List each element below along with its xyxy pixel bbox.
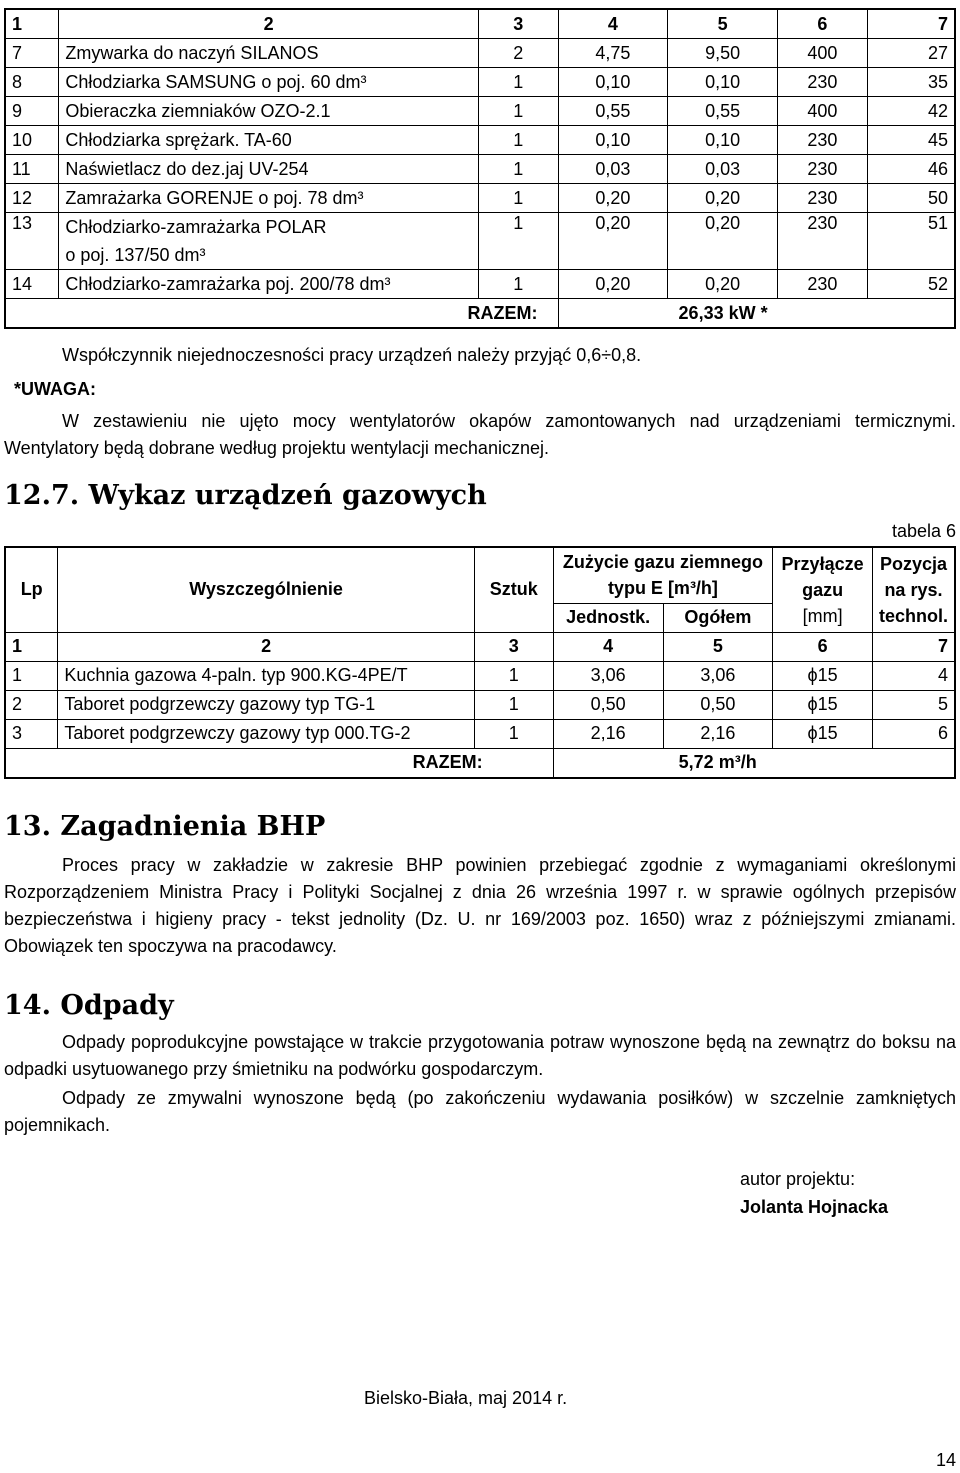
qty-cell: 1 [478, 97, 558, 126]
table-row [5, 213, 955, 270]
unit-power-cell: 0,03 [558, 155, 668, 184]
number-cell: 7 [872, 632, 955, 661]
header-connection [773, 547, 873, 632]
header-usage [553, 547, 773, 603]
connection-cell: ϕ15 [773, 690, 873, 719]
number-cell: 1 [5, 632, 58, 661]
header-conn-line3: [mm] [802, 605, 843, 626]
table-row [5, 126, 955, 155]
total-power-cell: 0,20 [668, 184, 778, 213]
qty-cell: 2 [478, 39, 558, 68]
total-power-cell: 9,50 [668, 39, 778, 68]
voltage-cell: 230 [777, 213, 867, 270]
name-cell: Taboret podgrzewczy gazowy typ 000.TG-2 [58, 719, 474, 748]
header-cell: 4 [558, 9, 668, 39]
position-cell: 45 [867, 126, 955, 155]
warning-label: *UWAGA: [14, 379, 96, 399]
header-pos-line1: Pozycja [879, 553, 947, 574]
name-cell: Chłodziarka SAMSUNG o poj. 60 dm³ [59, 68, 479, 97]
name-cell: Naświetlacz do dez.jaj UV-254 [59, 155, 479, 184]
voltage-cell: 230 [777, 184, 867, 213]
total-power-cell: 0,20 [668, 270, 778, 299]
voltage-cell: 400 [777, 97, 867, 126]
table-header-row [5, 547, 955, 603]
name-cell: Chłodziarka sprężark. TA-60 [59, 126, 479, 155]
section-heading-gas: 12.7. Wykaz urządzeń gazowych [4, 480, 487, 511]
lp-cell: 8 [5, 68, 59, 97]
table-row [5, 719, 955, 748]
position-cell: 42 [867, 97, 955, 126]
name-line-1: Chłodziarko-zamrażarka POLAR [65, 217, 327, 237]
total-label: RAZEM: [5, 299, 558, 329]
qty-cell: 1 [478, 184, 558, 213]
unit-power-cell: 4,75 [558, 39, 668, 68]
voltage-cell: 400 [777, 39, 867, 68]
table-label: tabela 6 [891, 521, 956, 541]
coefficient-note: Współczynnik niejednoczesności pracy urządzeń należy przyjąć 0,6÷0,8. [62, 345, 642, 365]
number-cell: 6 [773, 632, 873, 661]
table-row [5, 39, 955, 68]
waste-text-2: Odpady ze zmywalni wynoszone będą (po zakończeniu wydawania posiłków) w szczelnie zamkniętych pojemnikach. [4, 1088, 956, 1135]
table-row [5, 270, 955, 299]
header-unit: Jednostk. [553, 603, 663, 632]
header-conn-line1: Przyłącze [781, 553, 864, 574]
total-usage-cell: 2,16 [663, 719, 773, 748]
bhp-text: Proces pracy w zakładzie w zakresie BHP powinien przebiegać zgodnie z wymaganiami określonymi Rozporządzeniem Ministra Pracy i Polityki Socjalnej z dnia 26 września 1997 r. w sprawie ogólnych przepisów bezpieczeństwa i higieny pracy - tekst jednolity (Dz. U. nr 169/2003 poz. 1650) wraz z późniejszymi zmianami. Obowiązek ten spoczywa na pracodawcy. [4, 855, 956, 956]
connection-cell: ϕ15 [773, 719, 873, 748]
name-cell: Zamrażarka GORENJE o poj. 78 dm³ [59, 184, 479, 213]
total-power-cell: 0,20 [668, 213, 778, 270]
section-heading-bhp: 13. Zagadnienia BHP [4, 811, 326, 842]
number-cell: 2 [58, 632, 474, 661]
voltage-cell: 230 [777, 155, 867, 184]
table-row [5, 661, 955, 690]
lp-cell: 12 [5, 184, 59, 213]
name-cell: Kuchnia gazowa 4-paln. typ 900.KG-4PE/T [58, 661, 474, 690]
author-name: Jolanta Hojnacka [740, 1197, 889, 1217]
total-usage-cell: 0,50 [663, 690, 773, 719]
unit-power-cell: 0,10 [558, 126, 668, 155]
lp-cell: 1 [5, 661, 58, 690]
name-cell [59, 213, 479, 270]
position-cell: 35 [867, 68, 955, 97]
table-row [5, 155, 955, 184]
name-line-2: o poj. 137/50 dm³ [65, 245, 206, 265]
lp-cell: 11 [5, 155, 59, 184]
header-pos-line2: na rys. [884, 579, 943, 600]
unit-power-cell: 0,10 [558, 68, 668, 97]
position-cell: 5 [872, 690, 955, 719]
electrical-devices-table [4, 8, 956, 329]
total-usage-cell: 3,06 [663, 661, 773, 690]
position-cell: 6 [872, 719, 955, 748]
header-qty: Sztuk [474, 547, 553, 632]
warning-text: W zestawieniu nie ujęto mocy wentylatorów okapów zamontowanych nad urządzeniami termicznymi. Wentylatory będą dobrane według projektu wentylacji mechanicznej. [4, 411, 956, 458]
lp-cell: 14 [5, 270, 59, 299]
number-cell: 5 [663, 632, 773, 661]
unit-power-cell: 0,20 [558, 213, 668, 270]
table-row [5, 97, 955, 126]
position-cell: 46 [867, 155, 955, 184]
total-value: 5,72 m³/h [553, 748, 955, 778]
header-cell: 7 [867, 9, 955, 39]
lp-cell: 7 [5, 39, 59, 68]
place-date: Bielsko-Biała, maj 2014 r. [364, 1388, 568, 1408]
total-row [5, 299, 955, 329]
page-number: 14 [935, 1450, 956, 1470]
voltage-cell: 230 [777, 126, 867, 155]
header-cell: 2 [59, 9, 479, 39]
position-cell: 27 [867, 39, 955, 68]
number-cell: 4 [553, 632, 663, 661]
voltage-cell: 230 [777, 68, 867, 97]
qty-cell: 1 [474, 690, 553, 719]
unit-usage-cell: 2,16 [553, 719, 663, 748]
voltage-cell: 230 [777, 270, 867, 299]
unit-usage-cell: 0,50 [553, 690, 663, 719]
name-cell: Taboret podgrzewczy gazowy typ TG-1 [58, 690, 474, 719]
total-power-cell: 0,10 [668, 68, 778, 97]
qty-cell: 1 [474, 719, 553, 748]
total-power-cell: 0,10 [668, 126, 778, 155]
name-cell: Zmywarka do naczyń SILANOS [59, 39, 479, 68]
unit-power-cell: 0,20 [558, 270, 668, 299]
lp-cell: 9 [5, 97, 59, 126]
header-conn-line2: gazu [802, 579, 844, 600]
header-cell: 3 [478, 9, 558, 39]
header-usage-line1: Zużycie gazu ziemnego [562, 552, 763, 573]
lp-cell: 3 [5, 719, 58, 748]
waste-text-1: Odpady poprodukcyjne powstające w trakcie przygotowania potraw wynoszone będą na zewnątrz do boksu na odpadki usytuowanego przy śmietniku na podwórku gospodarczym. [4, 1032, 956, 1079]
qty-cell: 1 [478, 68, 558, 97]
total-value: 26,33 kW * [558, 299, 955, 329]
name-cell: Chłodziarko-zamrażarka poj. 200/78 dm³ [59, 270, 479, 299]
position-cell: 52 [867, 270, 955, 299]
qty-cell: 1 [478, 213, 558, 270]
header-cell: 6 [777, 9, 867, 39]
header-lp: Lp [5, 547, 58, 632]
header-cell: 5 [668, 9, 778, 39]
table-row [5, 184, 955, 213]
total-power-cell: 0,03 [668, 155, 778, 184]
qty-cell: 1 [478, 155, 558, 184]
total-row [5, 748, 955, 778]
number-cell: 3 [474, 632, 553, 661]
header-cell: 1 [5, 9, 59, 39]
section-heading-waste: 14. Odpady [4, 990, 174, 1021]
qty-cell: 1 [474, 661, 553, 690]
position-cell: 51 [867, 213, 955, 270]
qty-cell: 1 [478, 126, 558, 155]
unit-power-cell: 0,20 [558, 184, 668, 213]
qty-cell: 1 [478, 270, 558, 299]
table-row [5, 68, 955, 97]
table-row [5, 690, 955, 719]
numbering-row [5, 632, 955, 661]
lp-cell: 13 [5, 213, 59, 270]
header-name: Wyszczególnienie [58, 547, 474, 632]
author-label: autor projektu: [740, 1169, 856, 1189]
total-label: RAZEM: [5, 748, 553, 778]
unit-power-cell: 0,55 [558, 97, 668, 126]
header-total: Ogółem [663, 603, 773, 632]
gas-devices-table [4, 546, 956, 779]
table-header-row [5, 9, 955, 39]
position-cell: 4 [872, 661, 955, 690]
position-cell: 50 [867, 184, 955, 213]
header-position [872, 547, 955, 632]
header-pos-line3: technol. [878, 605, 948, 626]
header-usage-line2: typu E [m³/h] [607, 578, 718, 599]
name-cell: Obieraczka ziemniaków OZO-2.1 [59, 97, 479, 126]
unit-usage-cell: 3,06 [553, 661, 663, 690]
lp-cell: 2 [5, 690, 58, 719]
connection-cell: ϕ15 [773, 661, 873, 690]
total-power-cell: 0,55 [668, 97, 778, 126]
lp-cell: 10 [5, 126, 59, 155]
